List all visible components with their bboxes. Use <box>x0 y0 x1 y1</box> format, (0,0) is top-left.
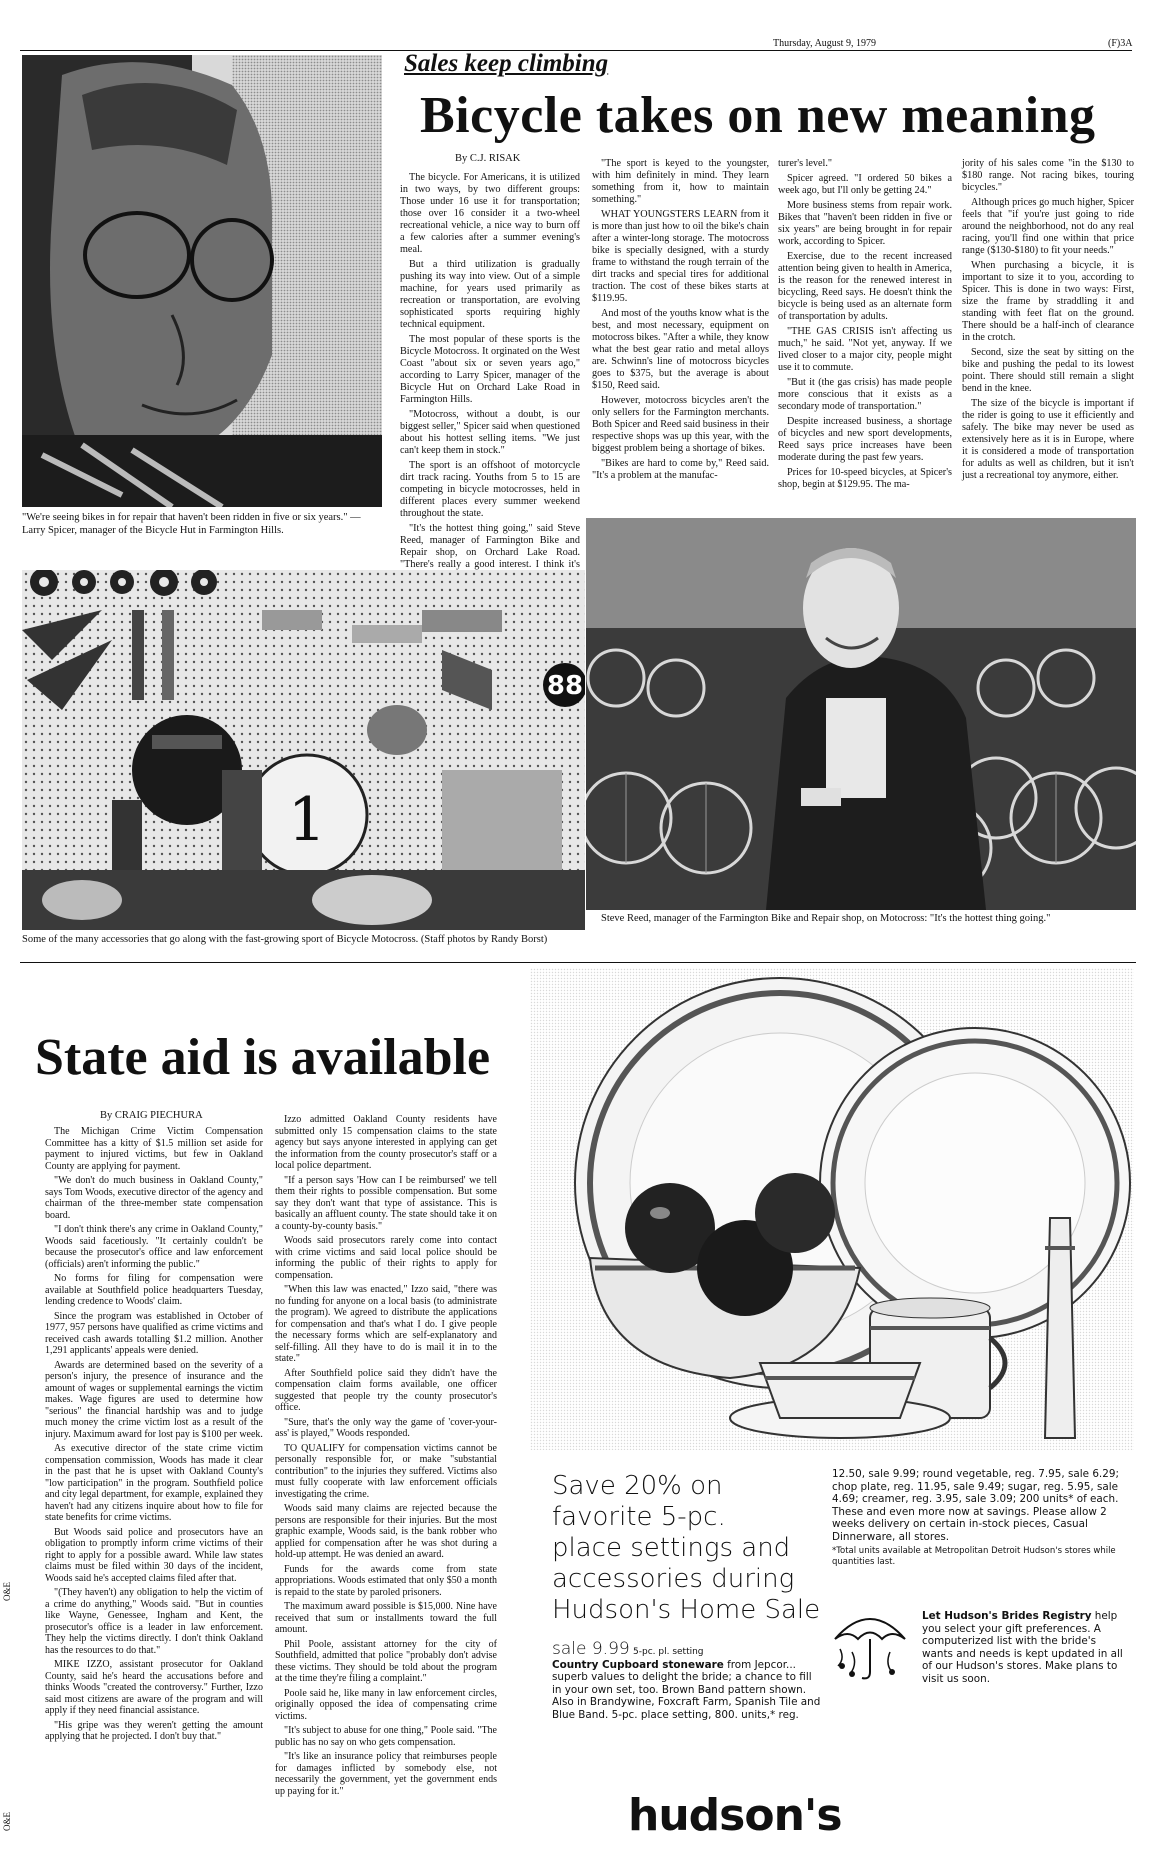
paragraph: jority of his sales come "in the $130 to $180 range. Not racing bikes, touring bicycles." <box>962 158 1134 193</box>
larry-spicer-photo <box>22 55 382 507</box>
paragraph: "But it (the gas crisis) has made people more conscious that it exists as a secondary mode of transportation." <box>778 377 952 412</box>
stoneware-photo <box>530 968 1134 1450</box>
state-aid-column-2 <box>275 1114 497 1800</box>
ad-sale-block <box>552 1639 822 1722</box>
ad-headline <box>552 1471 842 1626</box>
paragraph: "I don't think there's any crime in Oakland County," Woods said facetiously. "It certainly couldn't be because the prosecutor's office and law enforcement (officials) aren't informing the public." <box>45 1224 263 1270</box>
paragraph: But Woods said police and prosecutors have an obligation to promptly inform crime victims of their right to apply for a possible award. While law states claims must be filed within 30 days of the incident, Woods said he's accepted claims filed after that. <box>45 1526 263 1584</box>
paragraph: "The sport is keyed to the youngster, with him definitely in mind. They learn something from it, how to maintain something." <box>592 158 769 205</box>
steve-reed-photo <box>586 518 1136 910</box>
paragraph: Woods said prosecutors rarely come into contact with crime victims and said local police should be informing the public of their rights to apply for compensation. <box>275 1235 497 1281</box>
paragraph: The most popular of these sports is the Bicycle Motocross. It orginated on the West Coast "about six or seven years ago," according to Larry Spicer, manager of the Bicycle Hut on Orchard Lake Road in Farmington Hills. <box>400 334 580 405</box>
registry-block <box>922 1610 1130 1686</box>
sale-unit: 5-pc. pl. setting <box>633 1647 704 1657</box>
paragraph: Spicer agreed. "I ordered 50 bikes a week ago, but I'll only be getting 24." <box>778 173 952 196</box>
ad-headline-line: Hudson's Home Sale <box>552 1595 821 1625</box>
paragraph: However, motocross bicycles aren't the only sellers for the Farmington merchants. Both Spicer and Reed said business in their respective shops was up this year, with the biggest problem being a shortage of bikes. <box>592 395 769 454</box>
registry-text: help you select your gift preferences. A computerized list with the bride's wants and needs is kept updated in all of our Hudson's stores. Make plans to visit us soon. <box>922 1610 1123 1685</box>
paragraph: Woods said many claims are rejected because the persons are responsible for their injuries. But the most graphic example, Woods said, is the bank robber who applied for compensation after he was shot during a hold-up attempt. He was denied an award. <box>275 1503 497 1560</box>
paragraph: But a third utilization is gradually pushing its way into view. Out of a simple machine, for years used primarily as recreation or transportation, are evolving sophisticated sports requiring highly technical equipment. <box>400 259 580 330</box>
reed-caption: Steve Reed, manager of the Farmington Bike and Repair shop, on Motocross: "It's the hottest thing going." <box>601 913 1051 924</box>
paragraph: Poole said he, like many in law enforcement circles, originally opposed the idea of compensating crime victims. <box>275 1687 497 1722</box>
paragraph: And most of the youths know what is the best, and most necessary, equipment on motocross bikes. "After a while, they know what the best gear ratio and metal alloys are. Schwinn's line of motocross bicycles goes to $375, but the average is about $150, Reed said. <box>592 308 769 391</box>
paragraph: Exercise, due to the recent increased attention being given to health in America, is the reason for the renewed interest in bicycling, Reed says. He doesn't think the bicycle is being used as an alternate form of transportation by adults. <box>778 251 952 322</box>
paragraph: After Southfield police said they didn't have the compensation claim forms available, one officer suggested that people try the county prosecutor's office. <box>275 1367 497 1413</box>
paragraph: The Michigan Crime Victim Compensation Committee has a kitty of $1.5 million set aside for payment to injured victims, but few in Oakland County are applying for payment. <box>45 1126 263 1172</box>
paragraph: Although prices go much higher, Spicer feels that "if you're just going to ride around the neighborhood, not do any real racing, you'll find one within that price range ($130-$180) to fit your needs." <box>962 197 1134 256</box>
paragraph: Funds for the awards come from state appropriations. Woods estimated that only $50 a month is repaid to the state by paroled prisoners. <box>275 1563 497 1598</box>
paragraph: "It's subject to abuse for one thing," Poole said. "The public has no say on who gets compensation. <box>275 1725 497 1748</box>
paragraph: When purchasing a bicycle, it is important to size it to you, according to Spicer. This is done in two ways: First, size the frame by straddling it and standing with feet flat on the ground. There should be a half-inch of clearance in the crotch. <box>962 260 1134 343</box>
paragraph: Second, size the seat by sitting on the bike and pushing the pedal to its lowest point. There should still remain a slight bend in the knee. <box>962 347 1134 394</box>
state-aid-headline: State aid is available <box>35 1029 491 1086</box>
margin-mark-bottom: O&E <box>2 1812 12 1831</box>
paragraph: "Sure, that's the only way the game of 'cover-your-ass' is played," Woods responded. <box>275 1416 497 1439</box>
paragraph: Awards are determined based on the severity of a person's injury, the presence of insurance and the amount of wages or supplemental earnings the victim makes. Wage figures are used to determine how "serious" the financial hardship was and to judge much money the crime victim lost as a result of the injury. Maximum award for lost pay is $100 per week. <box>45 1359 263 1440</box>
reed-shop-image <box>586 518 1136 910</box>
ad-headline-line: favorite 5-pc. <box>552 1502 726 1532</box>
paragraph: WHAT YOUNGSTERS LEARN from it is more than just how to oil the bike's chain after a winter-long storage. The motocross bike is specially designed, with a sturdy frame to withstand the rough terrain of the dirt tracks and special tires for additional traction. The cost of these bikes starts at $119.95. <box>592 209 769 304</box>
paragraph: "We don't do much business in Oakland County," says Tom Woods, executive director of the agency and chairman of the three-member state compensation board. <box>45 1175 263 1221</box>
plate-number-1: 1 <box>287 785 327 855</box>
portrait-image <box>22 55 382 507</box>
plate-number-88: 88 <box>546 671 584 701</box>
paragraph: turer's level." <box>778 158 833 169</box>
accessories-caption: Some of the many accessories that go along with the fast-growing sport of Bicycle Motocross. (Staff photos by Randy Borst) <box>22 934 548 945</box>
umbrella-icon <box>830 1604 910 1684</box>
section-rule <box>20 962 1136 963</box>
state-aid-column-1 <box>45 1126 263 1746</box>
paragraph: "THE GAS CRISIS isn't affecting us much," he said. "Not yet, anyway. If we lived closer to a major city, people might use it to commute. <box>778 326 952 373</box>
paragraph: "It's the hottest thing going," said Steve Reed, manager of Farmington Bike and Repair shop, on Orchard Lake Road. "There's really a good interest. I think it's <box>400 523 580 570</box>
paragraph: Phil Poole, assistant attorney for the city of Southfield, admitted that police "probably don't advise these victims. They should be told about the program at the time they're filing a complaint." <box>275 1638 497 1684</box>
ad-footnote: *Total units available at Metropolitan Detroit Hudson's stores while quantities last. <box>832 1546 1116 1567</box>
article-headline: Bicycle takes on new meaning <box>420 87 1096 144</box>
paragraph: Prices for 10-speed bicycles, at Spicer's shop, begin at $129.95. The ma- <box>778 467 952 490</box>
page-number: (F)3A <box>1108 38 1133 49</box>
bicycle-column-4 <box>962 158 1134 485</box>
sale-price: sale 9.99 <box>552 1639 630 1659</box>
stoneware-image <box>530 968 1134 1450</box>
paragraph: Izzo admitted Oakland County residents have submitted only 15 compensation claims to the state agency but says anyone interested in applying can get the information from the county prosecutor's staff or a local police department. <box>275 1114 497 1171</box>
paragraph: TO QUALIFY for compensation victims cannot be personally responsible for, or make "substantial contribution" to the injuries they suffered. Victims also must fully cooperate with law enforcement officials investigating the crime. <box>275 1442 497 1500</box>
margin-mark-top: O&E <box>2 1582 12 1601</box>
paragraph: The sport is an offshoot of motorcycle dirt track racing. Youths from 5 to 15 are competing in bicycle motocrosses, held in different places every summer weekend throughout the state. <box>400 460 580 519</box>
registry-title: Let Hudson's Brides Registry <box>922 1610 1092 1622</box>
hudsons-ad <box>530 968 1134 1860</box>
accessories-photo <box>22 570 585 930</box>
article-byline: By C.J. RISAK <box>455 153 521 164</box>
paragraph: "It's like an insurance policy that reimburses people for damages inflicted by somebody else, not necessarily the government, yet the government ends up paying for it." <box>275 1751 497 1797</box>
state-aid-byline: By CRAIG PIECHURA <box>100 1110 203 1121</box>
paragraph: The bicycle. For Americans, it is utilized in two ways, by two different groups: Those under 16 use it for transportation; those over 16 consider it a two-wheel recreational vehicle, a nice way to burn off a few calories after a summer evening's meal. <box>400 172 580 255</box>
bicycle-column-3 <box>778 158 952 494</box>
paragraph: As executive director of the state crime victim compensation commission, Woods has made it clear in the past that he is upset with Oakland County's "low participation" in the program. Southfield police and city legal department, for example, explained they haven't had any citizens inquire about how to file for state benefits for crime victims. <box>45 1443 263 1523</box>
product-description: from Jepcor... superb values to delight the bride; a chance to fill in your own set, too. Brown Band pattern shown. Also in Brandywine, Foxcraft Farm, Spanish Tile and Blue Band. 5-pc. place setting, 800. units,* reg. <box>552 1658 821 1721</box>
paragraph: "His gripe was they weren't getting the amount applying that he projected. I don't buy that." <box>45 1719 263 1742</box>
hudsons-logo: hudson's <box>628 1790 842 1841</box>
product-name: Country Cupboard stoneware <box>552 1658 724 1671</box>
ad-right-text: 12.50, sale 9.99; round vegetable, reg. 7.95, sale 6.29; chop plate, reg. 11.95, sale 9.49; sugar, reg. 5.95, sale 4.69; creamer, reg. 3.95, sale 3.09; 200 units* of each. These and even more now at savings. Please allow 2 weeks delivery on certain in-stock pieces, Casual Dinnerware, all stores. <box>832 1468 1119 1543</box>
article-kicker: Sales keep climbing <box>404 50 609 77</box>
paragraph: No forms for filing for compensation were available at Southfield police headquarters Tuesday, lending credence to Woods' claim. <box>45 1273 263 1307</box>
bicycle-column-2 <box>592 158 769 485</box>
paragraph: Since the program was established in October of 1977, 957 persons have qualified as crime victims and received cash awards totalling $1.2 million. Another 1,291 applicants' appeals were denied. <box>45 1310 263 1356</box>
spicer-caption: "We're seeing bikes in for repair that haven't been ridden in five or six years." — Larry Spicer, manager of the Bicycle Hut in Farmington Hills. <box>22 512 361 536</box>
ad-headline-line: accessories during <box>552 1564 795 1594</box>
paragraph: "Motocross, without a doubt, is our biggest seller," Spicer said when questioned about his hottest selling items. "We just can't keep them in stock." <box>400 409 580 456</box>
paragraph: The size of the bicycle is important if the rider is going to use it efficiently and safely. The bike may never be used as extensively here as it is in Europe, where it is considered a mode of transportation for adults as well as children, but it isn't just a recreational toy anymore, either. <box>962 398 1134 481</box>
paragraph: "If a person says 'How can I be reimbursed' we tell them their rights to possible compensation. But some say they don't want that type of assistance. This is basically an affluent county. The state should take it on a county-by-county basis." <box>275 1174 497 1232</box>
bicycle-column-1 <box>400 172 580 586</box>
paragraph: "(They haven't) any obligation to help the victim of a crime do anything," Woods said. "But in counties like Wayne, Genessee, Ingham and Kent, the prosecutor's office is a leader in law enforcement. They help the victims directly. I don't think Oakland has the resources to do that." <box>45 1587 263 1656</box>
paragraph: MIKE IZZO, assistant prosecutor for Oakland County, said he's heard the accusations before and thinks Woods "created the controversy." Further, Izzo said most citizens are aware of the program and will apply if they need financial assistance. <box>45 1659 263 1716</box>
issue-date: Thursday, August 9, 1979 <box>773 38 876 49</box>
paragraph: "When this law was enacted," Izzo said, "there was no funding for anyone on a local basis (to administrate the program). We agreed to distribute the applications for compensation and that's what I do. I give people the necessary forms which are self-explanatory and self-filling. All they have to do is mail it in to the state." <box>275 1284 497 1364</box>
paragraph: More business stems from repair work. Bikes that "haven't been ridden in five or six years" are being brought in for repair work, according to Spicer. <box>778 200 952 247</box>
accessories-image <box>22 570 585 930</box>
paragraph: The maximum award possible is $15,000. Nine have received that sum or installments toward the full amount. <box>275 1601 497 1635</box>
paragraph: "Bikes are hard to come by," Reed said. "It's a problem at the manufac- <box>592 458 769 481</box>
ad-headline-line: Save 20% on <box>552 1471 723 1501</box>
ad-headline-line: place settings and <box>552 1533 791 1563</box>
paragraph: Despite increased business, a shortage of bicycles and new sport developments, Reed says price increases have been moderate during the past few years. <box>778 416 952 463</box>
